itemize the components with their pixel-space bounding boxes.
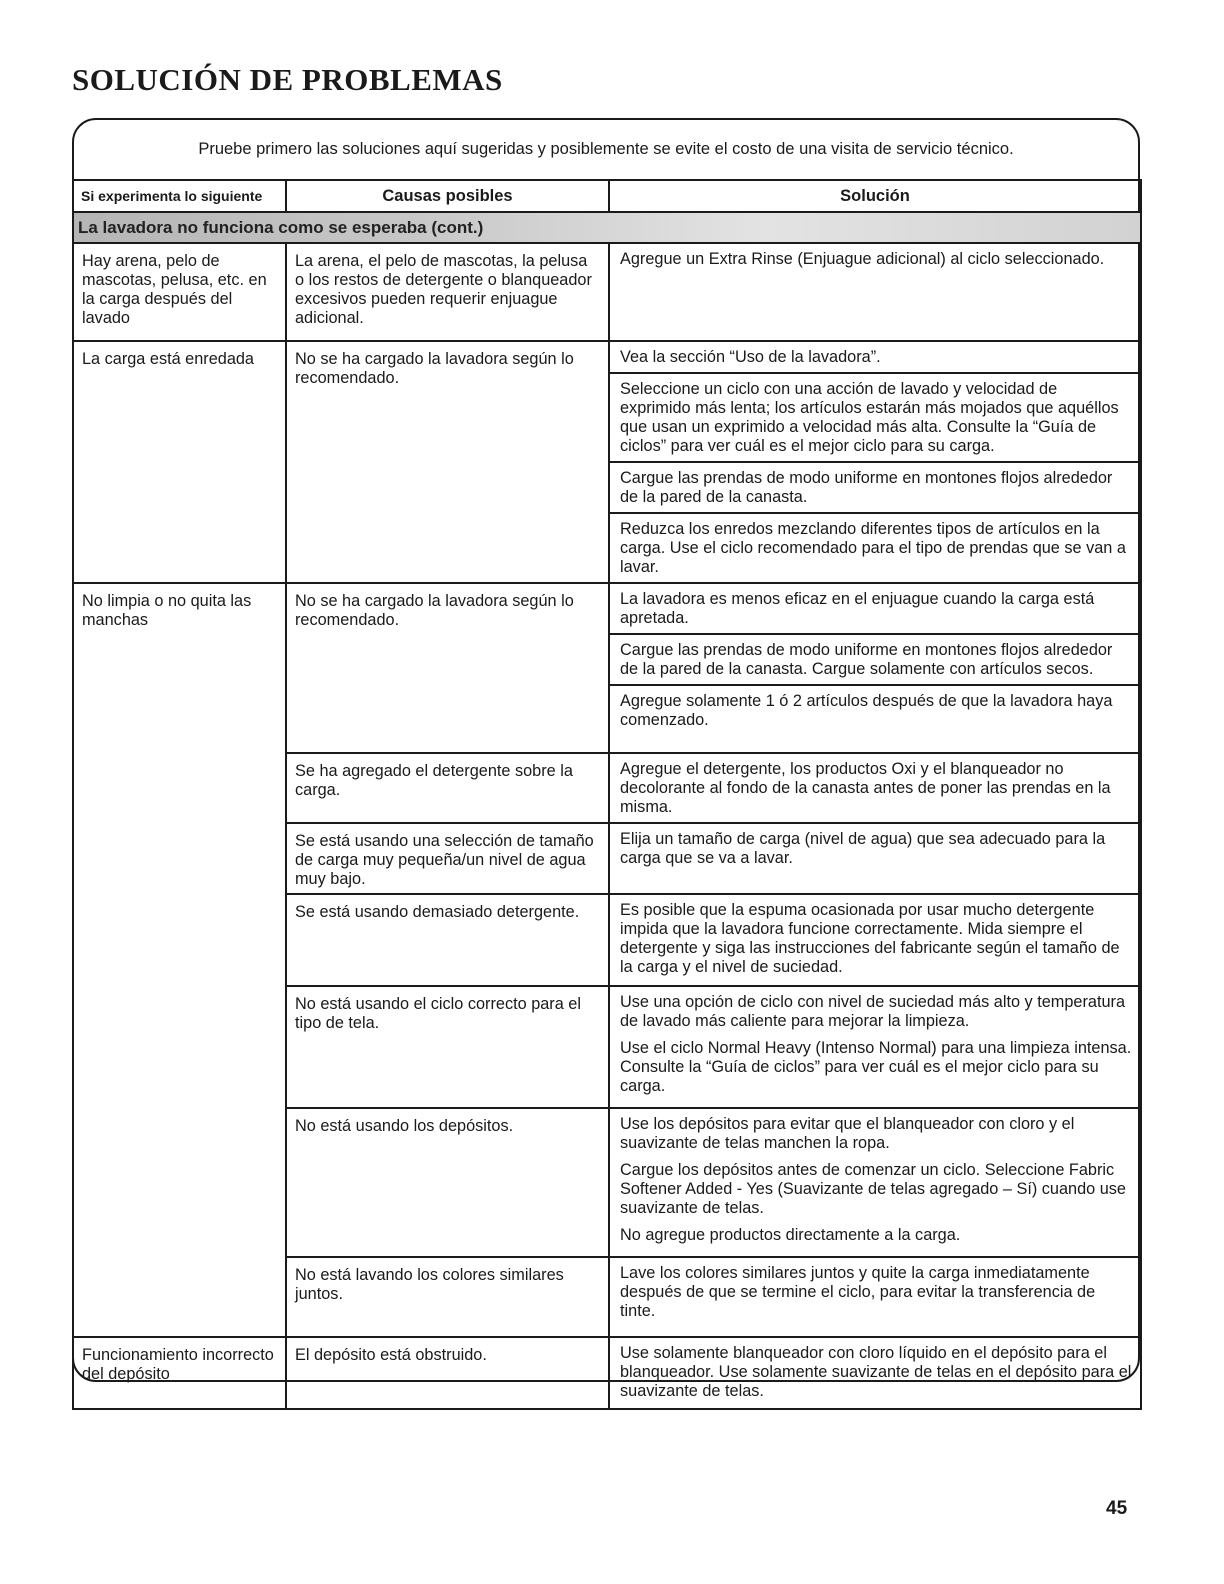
cause-text: El depósito está obstruido. — [295, 1346, 487, 1364]
table-row — [73, 243, 1141, 341]
solution-text: Seleccione un ciclo con una acción de lavado y velocidad de exprimido más lenta; los artículos estarán más mojados que aquéllos que usan un exprimido a velocidad más alta. Consulte la “Guía de ciclos” para ver cuál es el mejor ciclo para su carga. — [610, 374, 1140, 463]
troubleshooting-box — [72, 118, 1140, 1400]
solution-text: No agregue productos directamente a la carga. — [620, 1226, 961, 1244]
solution-cell — [609, 1257, 1141, 1337]
problem-text: Hay arena, pelo de mascotas, pelusa, etc. en la carga después del lavado — [82, 252, 267, 327]
solution-cell — [609, 986, 1141, 1108]
cause-cell — [286, 1108, 609, 1257]
cause-cell — [286, 243, 609, 341]
table-row — [73, 583, 1141, 753]
section-row — [73, 212, 1141, 243]
cause-cell — [286, 823, 609, 894]
solution-text: La lavadora es menos eficaz en el enjuague cuando la carga está apretada. — [610, 584, 1140, 635]
solution-cell — [609, 341, 1141, 583]
cause-text: La arena, el pelo de mascotas, la pelusa o los restos de detergente o blanqueador excesivos pueden requerir enjuague adicional. — [295, 252, 592, 327]
problem-cell — [73, 341, 286, 583]
solution-text: Elija un tamaño de carga (nivel de agua) que sea adecuado para la carga que se va a lavar. — [620, 830, 1106, 867]
solution-text: Use solamente blanqueador con cloro líquido en el depósito para el blanqueador. Use solamente suavizante de telas en el depósito para el suavizante de telas. — [620, 1344, 1132, 1400]
page-title: SOLUCIÓN DE PROBLEMAS — [72, 62, 503, 97]
solution-cell — [609, 1337, 1141, 1409]
solution-text: Reduzca los enredos mezclando diferentes tipos de artículos en la carga. Use el ciclo recomendado para el tipo de prendas que se van a lavar. — [620, 520, 1126, 576]
problem-cell — [73, 583, 286, 1337]
problem-cell — [73, 243, 286, 341]
table-row — [73, 1337, 1141, 1409]
solution-text: Use los depósitos para evitar que el blanqueador con cloro y el suavizante de telas manchen la ropa. — [620, 1115, 1075, 1152]
problem-text: Funcionamiento incorrecto del depósito — [82, 1346, 274, 1383]
solution-text: Lave los colores similares juntos y quite la carga inmediatamente después de que se termine el ciclo, para evitar la transferencia de tinte. — [620, 1264, 1096, 1320]
solution-text: Use el ciclo Normal Heavy (Intenso Normal) para una limpieza intensa. Consulte la “Guía de ciclos” para ver cuál es el mejor ciclo para su carga. — [620, 1039, 1132, 1095]
solution-text: Agregue el detergente, los productos Oxi y el blanqueador no decolorante al fondo de la canasta antes de poner las prendas en la misma. — [620, 760, 1111, 816]
cause-text: No está usando el ciclo correcto para el tipo de tela. — [295, 995, 581, 1032]
cause-text: No se ha cargado la lavadora según lo recomendado. — [295, 350, 574, 387]
problem-cell — [73, 1337, 286, 1409]
cause-cell — [286, 1337, 609, 1409]
cause-text: Se está usando demasiado detergente. — [295, 903, 580, 921]
intro-text: Pruebe primero las soluciones aquí sugeridas y posiblemente se evite el costo de una visita de servicio técnico. — [198, 140, 1014, 158]
solution-text: Cargue los depósitos antes de comenzar un ciclo. Seleccione Fabric Softener Added - Yes (Suavizante de telas agregado – Sí) cuando use suavizante de telas. — [620, 1161, 1126, 1217]
solution-text: Agregue solamente 1 ó 2 artículos después de que la lavadora haya comenzado. — [620, 692, 1113, 729]
cause-cell — [286, 583, 609, 753]
solution-text: Es posible que la espuma ocasionada por usar mucho detergente impida que la lavadora funcione correctamente. Mida siempre el detergente y siga las instrucciones del fabricante según el tamaño de la carga y el nivel de suciedad. — [620, 901, 1120, 976]
cause-text: Se está usando una selección de tamaño de carga muy pequeña/un nivel de agua muy bajo. — [295, 832, 594, 888]
header-problem: Si experimenta lo siguiente — [73, 180, 286, 212]
cause-cell — [286, 341, 609, 583]
cause-cell — [286, 1257, 609, 1337]
page-number: 45 — [1106, 1498, 1128, 1519]
solution-text: Agregue un Extra Rinse (Enjuague adicional) al ciclo seleccionado. — [620, 250, 1105, 268]
table-row — [73, 341, 1141, 583]
header-solution: Solución — [609, 180, 1141, 212]
solution-cell — [609, 1108, 1141, 1257]
solution-cell — [609, 894, 1141, 986]
table-header-row — [73, 180, 1141, 212]
problem-text: No limpia o no quita las manchas — [82, 592, 252, 629]
solution-text: Vea la sección “Uso de la lavadora”. — [610, 342, 1140, 374]
solution-cell — [609, 823, 1141, 894]
header-causes: Causas posibles — [286, 180, 609, 212]
cause-text: No está usando los depósitos. — [295, 1117, 514, 1135]
solution-text: Cargue las prendas de modo uniforme en montones flojos alrededor de la pared de la canasta. — [610, 463, 1140, 514]
solution-cell — [609, 753, 1141, 823]
cause-text: Se ha agregado el detergente sobre la carga. — [295, 762, 573, 799]
solution-cell — [609, 243, 1141, 341]
section-title: La lavadora no funciona como se esperaba (cont.) — [73, 212, 1141, 243]
cause-cell — [286, 894, 609, 986]
problem-text: La carga está enredada — [82, 350, 254, 368]
cause-cell — [286, 986, 609, 1108]
solution-cell — [609, 583, 1141, 753]
solution-text: Use una opción de ciclo con nivel de suciedad más alto y temperatura de lavado más caliente para mejorar la limpieza. — [620, 993, 1126, 1030]
solution-text: Cargue las prendas de modo uniforme en montones flojos alrededor de la pared de la canasta. Cargue solamente con artículos secos. — [610, 635, 1140, 686]
cause-text: No está lavando los colores similares juntos. — [295, 1266, 564, 1303]
troubleshooting-table — [72, 179, 1142, 1410]
cause-cell — [286, 753, 609, 823]
cause-text: No se ha cargado la lavadora según lo recomendado. — [295, 592, 574, 629]
